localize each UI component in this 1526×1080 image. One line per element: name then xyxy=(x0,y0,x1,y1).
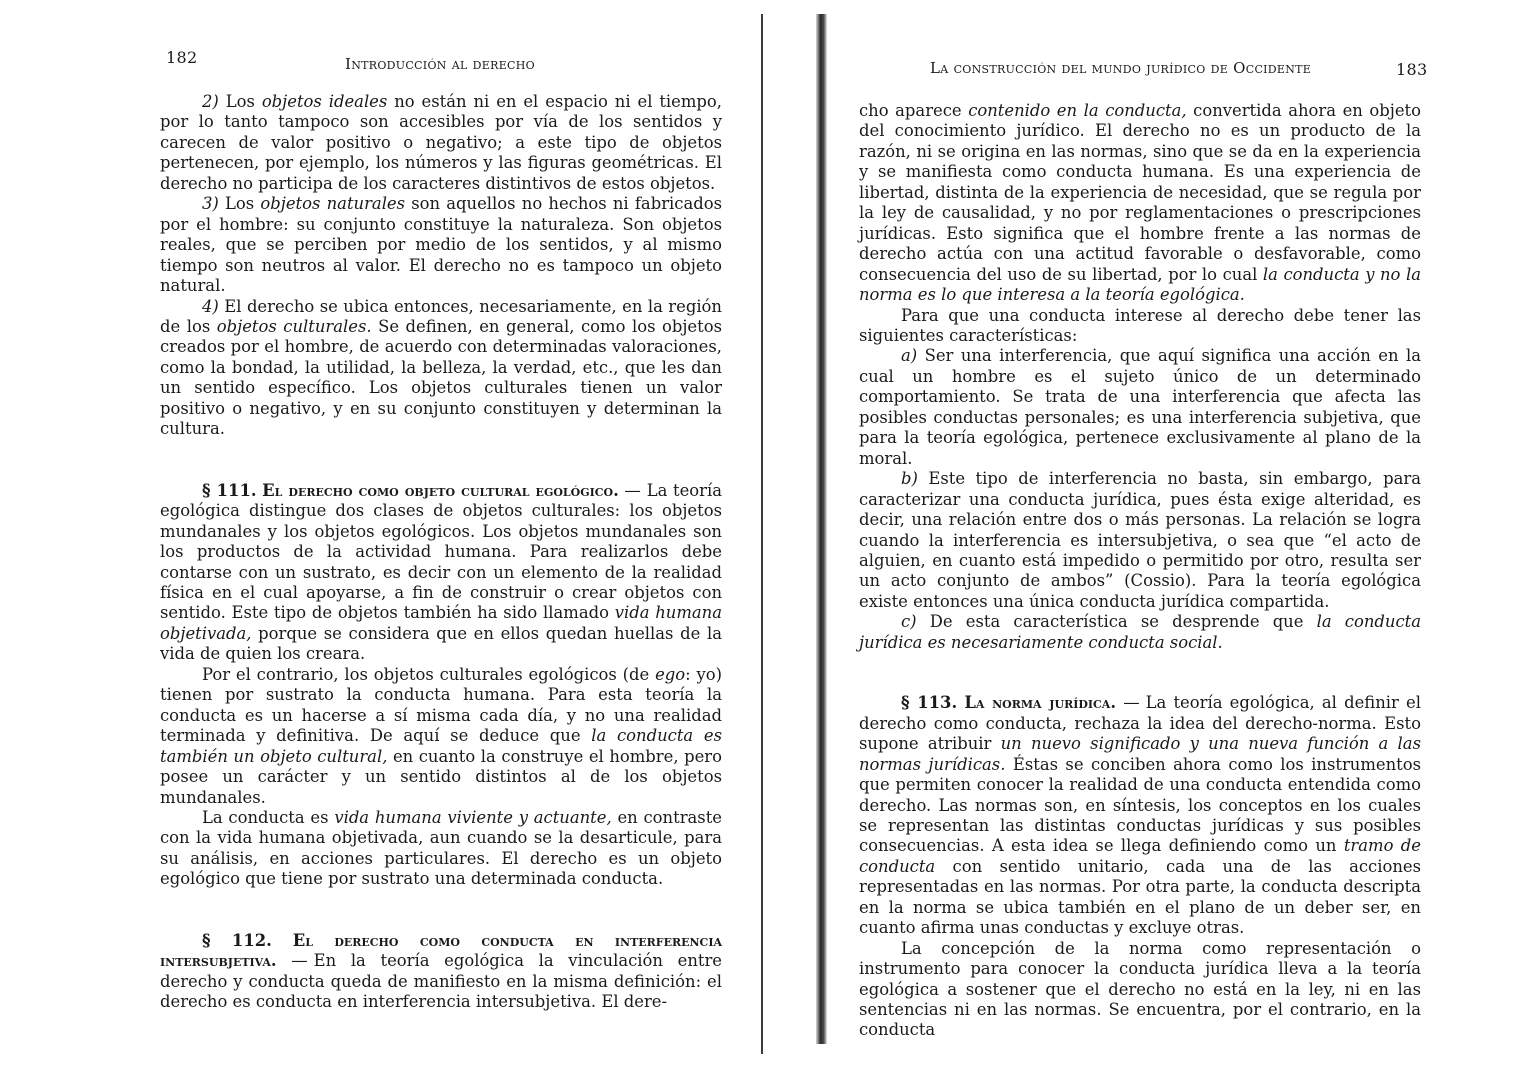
text-span: Este tipo de interferencia no basta, sin embargo, para caracterizar una conducta jurídica, pues ésta exige alteridad, es decir, una relación entre dos o más personas. La relación se logra cuando la interferencia es intersubjetiva, o sea que “el acto de alguien, en cuanto está impedido o permitido por otro, resulta ser un acto conjunto de ambos” (Cossio). Para la teoría egológica existe entonces una única conducta jurídica compartida. xyxy=(859,469,1421,611)
italic-term: vida humana objetivada, xyxy=(160,603,723,643)
italic-term: vida humana viviente y actuante, xyxy=(334,807,612,827)
text-span: Por el contrario, los objetos culturales egológicos (de xyxy=(202,664,656,684)
italic-term: contenido en la conducta, xyxy=(968,101,1187,120)
text-span: Los xyxy=(225,194,261,214)
paragraph-objetos-naturales xyxy=(160,194,722,296)
text-span: Ser una interferencia, que aquí significa una acción en la cual un hombre es el sujeto único de un determinado comportamiento. Se trata de una interferencia que afecta las posibles conductas personales; es una interferencia subjetiva, que para la teoría egológica, pertenece exclusivamente al plano de la moral. xyxy=(859,346,1421,468)
spacer xyxy=(859,653,1421,693)
text-span: no están ni en el espacio ni el tiempo, por lo tanto tampoco son accesibles por vía de los sentidos y carecen de valor positivo o negativo; a este tipo de objetos pertenecen, por ejemplo, los números y las figuras geométricas. El derecho no participa de los caracteres distintivos de estos objetos. xyxy=(160,92,722,193)
left-body-text xyxy=(160,92,722,1013)
italic-term: un nuevo significado y una nueva función a las normas jurídicas. xyxy=(859,734,1421,774)
text-span: En la teoría egológica la vinculación entre derecho y conducta queda de manifiesto en la misma definición: el derecho es conducta en interferencia intersubjetiva. El dere- xyxy=(160,951,722,1012)
text-span: con sentido unitario, cada una de las acciones representadas en las normas. Por otra parte, la conducta descripta en la norma se ubica también en el plano de un deber ser, en cuanto afirma unas conductas y excluye otras. xyxy=(859,856,1421,938)
text-span: El derecho se ubica entonces, necesariamente, en la región de los xyxy=(160,296,722,336)
italic-term: ego xyxy=(655,664,686,684)
text-span: cho aparece xyxy=(859,101,969,120)
paragraph-objetos-culturales xyxy=(160,297,722,440)
text-span: : yo) tienen por sustrato la conducta humana. Para esta teoría la conducta es un hacerse a sí misma cada día, y no una realidad terminada y definitiva. De aquí se deduce que xyxy=(160,664,722,746)
text-span: La teoría egológica distingue dos clases de objetos culturales: los objetos mundanales y los objetos egológicos. Los objetos mundanales son los productos de la actividad humana. Para realizarlos debe contarse con un sustrato, es decir con un elemento de la realidad física en el cual apoyarse, a fin de construir o crear objetos con sentido. Este tipo de objetos también ha sido llamado xyxy=(160,480,723,623)
section-number: § 111. xyxy=(202,480,257,500)
italic-term: la conducta es también un objeto cultural, xyxy=(160,726,722,766)
item-number: 4) xyxy=(202,296,225,316)
italic-term: objetos naturales xyxy=(260,194,406,214)
text-span: porque se considera que en ellos quedan huellas de la vida de quien los creara. xyxy=(160,623,722,664)
text-span: son aquellos no hechos ni fabricados por el hombre: su conjunto constituye la naturaleza. Son objetos reales, que se perciben por medio de los sentidos, y al mismo tiempo son neutros al valor. El derecho no es tampoco un objeto natural. xyxy=(160,194,722,296)
page-number: 183 xyxy=(1396,60,1428,79)
section-title: El derecho como objeto cultural egológico. xyxy=(262,480,619,500)
page-number: 182 xyxy=(166,48,198,67)
text-span: Éstas se conciben ahora como los instrumentos que permiten conocer la realidad de una conducta entendida como derecho. Las normas son, en síntesis, los conceptos en los cuales se representan las distintas conductas jurídicas y sus posibles consecuencias. A esta idea se llega definiendo como un xyxy=(859,754,1422,856)
text-span: La teoría egológica, al definir el derecho como conducta, rechaza la idea del derecho-norma. Esto supone atribuir xyxy=(859,693,1421,754)
em-dash: — xyxy=(1123,693,1140,713)
item-number: 2) xyxy=(202,92,226,111)
section-number: § 113. xyxy=(901,693,958,713)
left-page xyxy=(0,0,762,1080)
right-page xyxy=(812,0,1526,1080)
item-label: c) xyxy=(901,612,917,632)
item-label: a) xyxy=(901,346,918,366)
italic-term: tramo de conducta xyxy=(859,836,1421,876)
em-dash: — xyxy=(291,951,308,971)
text-span: Se definen, en general, como los objetos creados por el hombre, de acuerdo con determinadas valoraciones, como la bondad, la utilidad, la belleza, la verdad, etc., que les dan un sentido específico. Los objetos culturales tienen un valor positivo o negativo, y en su conjunto constituyen y determinan la cultura. xyxy=(160,316,722,439)
italic-term: objetos ideales xyxy=(261,92,388,111)
text-span: De esta característica se desprende que xyxy=(916,612,1317,632)
em-dash: — xyxy=(624,480,641,500)
text-span: convertida ahora en objeto del conocimiento jurídico. El derecho no es un producto de la razón, ni se origina en las normas, sino que se da en la experiencia y se manifiesta como conducta humana. Es una experiencia de libertad, distinta de la experiencia de necesidad, que se regula por la ley de causalidad, y no por reglamentaciones o prescripciones jurídicas. Esto significa que el hombre frente a las normas de derecho actúa con una actitud favorable o desfavorable, como consecuencia del uso de su libertad, por lo cual xyxy=(859,101,1421,284)
list-item-a xyxy=(859,346,1421,469)
spacer xyxy=(160,890,722,931)
text-span: en cuanto la construye el hombre, pero posee un carácter y un sentido distintos al de los objetos mundanales. xyxy=(160,746,722,807)
italic-term: objetos culturales. xyxy=(216,316,372,336)
italic-term: la conducta jurídica es necesariamente conducta social. xyxy=(859,612,1421,652)
text-span: Los xyxy=(225,92,262,111)
paragraph-la-conducta xyxy=(160,808,722,890)
paragraph-caracteristicas: Para que una conducta interese al derecho debe tener las siguientes características: xyxy=(859,305,1421,345)
item-label: b) xyxy=(901,469,918,489)
paragraph-continuation xyxy=(859,101,1421,306)
section-title: El derecho como conducta en interferencia intersubjetiva. xyxy=(160,930,722,971)
italic-term: la conducta y no la norma es lo que interesa a la teoría egológica. xyxy=(859,264,1421,305)
text-span: en contraste con la vida humana objetivada, aun cuando se la desarticule, para su análisis, en acciones particulares. El derecho es un objeto egológico que tiene por sustrato una determinada conducta. xyxy=(160,807,722,889)
paragraph-concepcion: La concepción de la norma como representación o instrumento para conocer la conducta jurídica lleva a la teoría egológica a sostener que el derecho no está en la ley, ni en las sentencias ni en las normas. Se encuentra, por el contrario, en la conducta xyxy=(859,938,1421,1040)
section-112 xyxy=(160,931,722,1013)
section-title: La norma jurídica. xyxy=(964,693,1117,713)
item-number: 3) xyxy=(202,194,226,214)
running-head: Introducción al derecho xyxy=(345,55,535,73)
list-item-b xyxy=(859,469,1421,612)
list-item-c xyxy=(859,612,1421,653)
section-113 xyxy=(859,693,1421,938)
text-span: La conducta es xyxy=(202,807,335,827)
right-body-text xyxy=(859,101,1421,1041)
section-111 xyxy=(160,481,722,665)
paragraph-por-el-contrario xyxy=(160,665,722,808)
paragraph-objetos-ideales xyxy=(160,92,722,194)
spacer xyxy=(160,440,722,481)
section-number: § 112. xyxy=(202,930,272,950)
running-head: La construcción del mundo jurídico de Occidente xyxy=(930,59,1312,77)
